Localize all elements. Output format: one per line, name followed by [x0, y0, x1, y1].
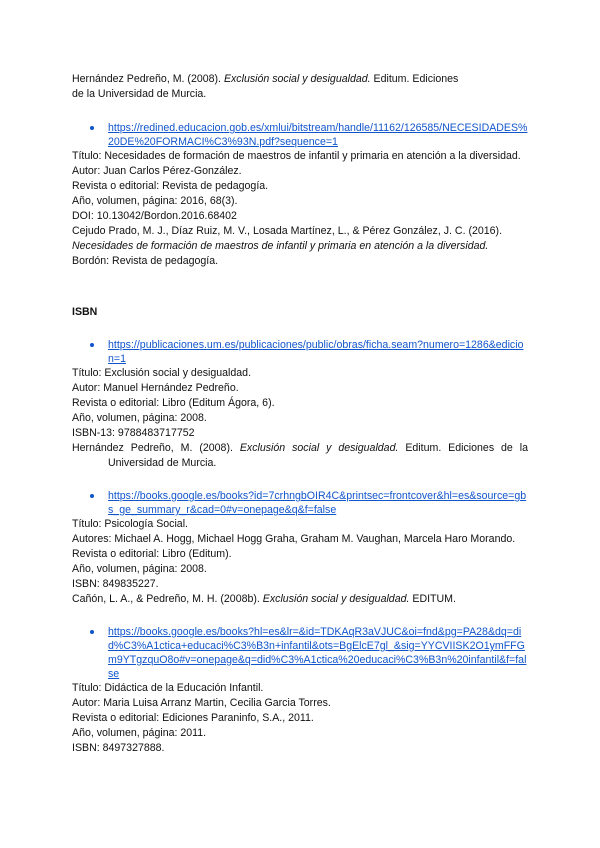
citation-authors: Cañón, L. A., & Pedreño, M. H. (2008b). [72, 593, 263, 605]
citation-authors: Hernández Pedreño, M. (2008). [72, 73, 224, 85]
reference-link-item[interactable] [72, 489, 528, 517]
field-anio: Año, volumen, página: 2011. [72, 727, 207, 739]
field-doi: DOI: 10.13042/Bordon.2016.68402 [72, 210, 237, 222]
field-isbn: ISBN-13: 9788483717752 [72, 427, 195, 439]
field-revista: Revista o editorial: Libro (Editum Ágora, 6). [72, 397, 275, 409]
field-anio: Año, volumen, página: 2008. [72, 412, 207, 424]
bullet-icon [90, 126, 94, 130]
citation [72, 72, 528, 87]
field-isbn: ISBN: 8497327888. [72, 742, 165, 754]
reference-link-item[interactable] [72, 121, 528, 149]
field-anio: Año, volumen, página: 2008. [72, 563, 207, 575]
bullet-icon [90, 630, 94, 634]
reference-link-item[interactable] [72, 625, 528, 681]
citation-authors: Cejudo Prado, M. J., Díaz Ruiz, M. V., Losada Martínez, L., & Pérez González, J. C. (2016). [72, 225, 503, 237]
bullet-icon [90, 343, 94, 347]
citation [72, 592, 528, 607]
field-autor: Autor: Juan Carlos Pérez-González. [72, 165, 242, 177]
reference-url[interactable]: https://redined.educacion.gob.es/xmlui/bitstream/handle/11162/126585/NECESIDADES%20DE%20FORMACI%C3%93N.pdf?sequence=1 [108, 122, 528, 148]
citation-publisher: Editum. Ediciones de la Universidad de Murcia. [108, 442, 528, 469]
citation-publisher: EDITUM. [409, 593, 456, 605]
citation-title: Exclusión social y desigualdad. [223, 73, 371, 85]
field-titulo: Título: Psicología Social. [72, 518, 188, 530]
citation-authors: Hernández Pedreño, M. (2008). [72, 442, 240, 454]
reference-link-item[interactable] [72, 338, 528, 366]
field-autor: Autor: Maria Luisa Arranz Martin, Cecilia Garcia Torres. [72, 697, 331, 709]
reference-url[interactable]: https://books.google.es/books?id=7crhngbOIR4C&printsec=frontcover&hl=es&source=gbs_ge_summary_r&cad=0#v=onepage&q&f=false [108, 490, 527, 516]
field-titulo: Título: Necesidades de formación de maestros de infantil y primaria en atención a la diversidad. [72, 150, 521, 162]
citation-publisher: Editum. Ediciones [370, 73, 459, 85]
field-isbn: ISBN: 849835227. [72, 578, 159, 590]
field-revista: Revista o editorial: Revista de pedagogía. [72, 180, 269, 192]
citation-title: Exclusión social y desigualdad. [262, 593, 410, 605]
citation-title: Necesidades de formación de maestros de infantil y primaria en atención a la diversidad. [72, 240, 489, 252]
field-titulo: Título: Didáctica de la Educación Infantil. [72, 682, 264, 694]
field-autor: Autor: Manuel Hernández Pedreño. [72, 382, 239, 394]
field-revista: Revista o editorial: Libro (Editum). [72, 548, 232, 560]
bullet-icon [90, 494, 94, 498]
citation [72, 441, 528, 471]
document-page [72, 72, 528, 756]
field-titulo: Título: Exclusión social y desigualdad. [72, 367, 252, 379]
reference-url[interactable]: https://publicaciones.um.es/publicaciones/public/obras/ficha.seam?numero=1286&edicion=1 [108, 339, 524, 365]
citation-line-2: de la Universidad de Murcia. [72, 88, 207, 100]
citation-title: Exclusión social y desigualdad. [239, 442, 399, 454]
field-anio: Año, volumen, página: 2016, 68(3). [72, 195, 238, 207]
field-autores: Autores: Michael A. Hogg, Michael Hogg Graha, Graham M. Vaughan, Marcela Haro Morando. [72, 533, 516, 545]
field-revista: Revista o editorial: Ediciones Paraninfo, S.A., 2011. [72, 712, 314, 724]
citation-publisher: Bordón: Revista de pedagogía. [72, 255, 219, 267]
reference-url[interactable]: https://books.google.es/books?hl=es&lr=&id=TDKAqR3aVJUC&oi=fnd&pg=PA28&dq=did%C3%A1ctica+educaci%C3%B3n+infantil&ots=BgElcE7gl_&sig=YYCVIISK2O1ymFFGm9YTgzquO8o#v=onepage&q=did%C3%A1ctica%20educaci%C3%B3n%20infantil&f=false [108, 626, 527, 680]
section-heading: ISBN [72, 306, 98, 318]
